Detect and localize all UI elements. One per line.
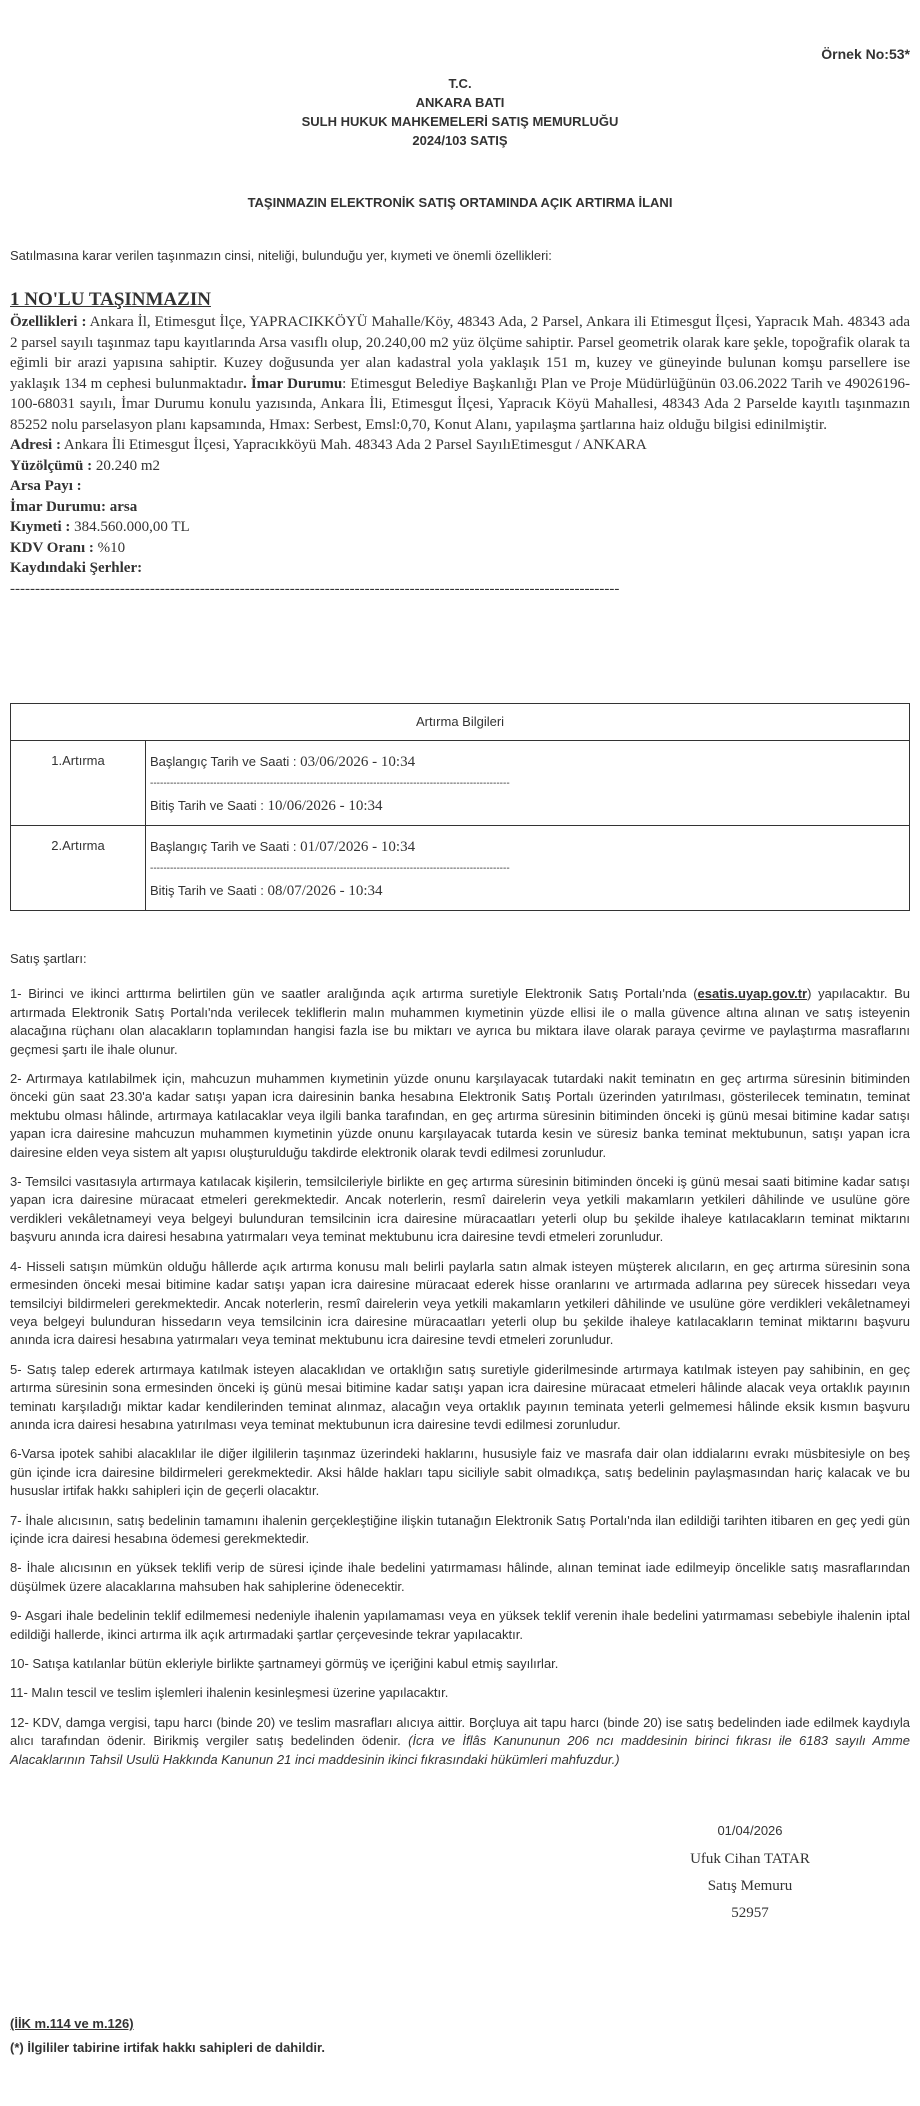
value-label: Kıymeti : bbox=[10, 519, 71, 535]
signature-number: 52957 bbox=[731, 1905, 769, 1921]
header-line-office: SULH HUKUK MAHKEMELERİ SATIŞ MEMURLUĞU bbox=[301, 114, 619, 129]
auction-row bbox=[11, 741, 910, 826]
property-vat bbox=[10, 538, 910, 559]
property-area bbox=[10, 456, 910, 477]
start-label: Başlangıç Tarih ve Saati : bbox=[150, 754, 297, 769]
start-value: 03/06/2026 - 10:34 bbox=[300, 754, 416, 770]
condition-6: 6-Varsa ipotek sahibi alacaklılar ile diğer ilgililerin taşınmaz üzerindeki haklarını, hususiyle faiz ve masrafa dair olan iddialarını evrakı müsbitesiyle on beş gün içinde icra dairesine bildirmeleri gerekmektedir. Aksi hâlde hakları tapu siciliyle sabit olmadıkça, satış bedelinin paylaşmasından hariç kalacak ve bu hususlar irtifak hakkı sahipleri için de geçerli olacaktır. bbox=[10, 1446, 910, 1499]
auction-separator: ------------------------------------------------------------------------------------------------------------ bbox=[150, 863, 510, 874]
document-header bbox=[10, 74, 910, 150]
property-annotations bbox=[10, 558, 910, 579]
header-line-office-city: ANKARA BATI bbox=[415, 95, 505, 110]
zoning-text: : Etimesgut Belediye Başkanlığı Plan ve Proje Müdürlüğünün 03.06.2022 Tarih ve 49026196- 100-68031 sayılı, İmar Durumu konulu yazısında, Ankara İli, Etimesgut İlçesi, Yapracık Köyü Mahallesi, 48343 Ada 2 Parselde kayıtlı taşınmazın 85252 nolu parselasyon planı kapsamında, Hmax: Serbest, Emsl:0,70, Konut Alanı, yapılaşma şartlarına haiz olduğu bilgisi edinilmiştir. bbox=[10, 375, 910, 433]
address-label: Adresi : bbox=[10, 437, 61, 453]
signature-title: Satış Memuru bbox=[707, 1878, 793, 1894]
start-label: Başlangıç Tarih ve Saati : bbox=[150, 839, 297, 854]
condition-12-legal-note: (İcra ve İflâs Kanununun 206 ncı maddesinin birinci fıkrası ile 6183 sayılı Amme Alacaklarının Tahsil Usulü Hakkında Kanunun 21 inci maddesinin ikinci fıkrasındaki hükümleri mahfuzdur.) bbox=[10, 1733, 910, 1767]
auction-round-dates bbox=[146, 741, 910, 826]
footer-reference: (İİK m.114 ve m.126) bbox=[10, 2016, 134, 2031]
condition-12 bbox=[10, 1714, 910, 1769]
condition-9: 9- Asgari ihale bedelinin teklif edilmemesi nedeniyle ihalenin yapılamaması veya en yüksek teklif verenin ihale bedelini yatırmaması sebebiyle ihalenin iptal edildiği hallerde, ikinci artırma ilk açık artırmadaki şartlar çerçevesinde tekrar yapılacaktır. bbox=[10, 1608, 910, 1642]
property-title: 1 NO'LU TAŞINMAZIN bbox=[10, 289, 211, 310]
auction-separator: ------------------------------------------------------------------------------------------------------------ bbox=[150, 778, 510, 789]
auction-table-header: Artırma Bilgileri bbox=[11, 704, 910, 741]
dash-divider: -------------------------------------------------------------------------------------------------------------------------- bbox=[10, 580, 620, 597]
property-features bbox=[10, 312, 910, 435]
auction-table bbox=[10, 703, 910, 911]
sale-conditions bbox=[10, 950, 910, 1780]
auction-start bbox=[150, 836, 905, 858]
vat-value: %10 bbox=[97, 539, 126, 556]
header-line-case-no: 2024/103 SATIŞ bbox=[412, 133, 508, 148]
area-value: 20.240 m2 bbox=[95, 457, 161, 474]
esatis-link[interactable]: esatis.uyap.gov.tr bbox=[697, 986, 808, 1002]
auction-round-label: 2.Artırma bbox=[11, 826, 146, 911]
auction-end bbox=[150, 880, 905, 902]
end-label: Bitiş Tarih ve Saati : bbox=[150, 883, 264, 898]
condition-7: 7- İhale alıcısının, satış bedelinin tamamını ihalenin gerçekleştiğine ilişkin tutanağın Elektronik Satış Portalı'nda ilan edildiği tarihten itibaren en geç yedi gün içinde icra dairesi hesabına ödemesi gerekmektedir. bbox=[10, 1512, 910, 1546]
vat-label: KDV Oranı : bbox=[10, 539, 94, 556]
condition-5: 5- Satış talep ederek artırmaya katılmak isteyen alacaklıdan ve ortaklığın satış suretiyle giderilmesinde artırmaya katılmak isteyen pay sahibinin, en geç artırma süresinin sona ermesinden önceki iş günü mesai bitimine kadar satışı yapan icra dairesine müracaat etmeleri hâlinde alacak veya ortaklık payının teminatı karşıladığı miktar kadar kendilerinden teminat alınmaz, alacağın veya ortaklık payının teminata yeterli gelmemesi hâlinde eksik kısmın başvuru anında icra dairesi hesabına yatırılması veya teminat mektubunun icra dairesine tevdi edilmesi zorunludur. bbox=[10, 1361, 910, 1432]
conditions-label: Satış şartları: bbox=[10, 951, 87, 966]
condition-1-text-a: 1- Birinci ve ikinci arttırma belirtilen gün ve saatler aralığında açık artırma suretiyle Elektronik Satış Portalı'nda ( bbox=[10, 986, 698, 1002]
announcement-title: TAŞINMAZIN ELEKTRONİK SATIŞ ORTAMINDA AÇIK ARTIRMA İLANI bbox=[247, 195, 673, 210]
end-value: 10/06/2026 - 10:34 bbox=[267, 798, 383, 814]
auction-round-dates bbox=[146, 826, 910, 911]
condition-1 bbox=[10, 985, 910, 1059]
start-value: 01/07/2026 - 10:34 bbox=[300, 839, 416, 855]
address-value: Ankara İli Etimesgut İlçesi, Yapracıkköyü Mah. 48343 Ada 2 Parsel SayılıEtimesgut / ANKARA bbox=[63, 437, 647, 453]
condition-11: 11- Malın tescil ve teslim işlemleri ihalenin kesinleşmesi üzerine yapılacaktır. bbox=[10, 1685, 449, 1701]
signature-name: Ufuk Cihan TATAR bbox=[690, 1851, 810, 1867]
property-address bbox=[10, 435, 910, 456]
condition-8: 8- İhale alıcısının en yüksek teklifi verip de süresi içinde ihale bedelini yatırmaması hâlinde, alınan teminat iade edilmeyip öncelikle satış masraflarından düşülmek üzere alacaklarına mahsuben hak sahiplerine ödenecektir. bbox=[10, 1560, 910, 1594]
property-zoning-status bbox=[10, 497, 910, 518]
condition-10: 10- Satışa katılanlar bütün ekleriyle birlikte şartnameyi görmüş ve içeriğini kabul etmiş sayılırlar. bbox=[10, 1656, 559, 1671]
land-share-label: Arsa Payı : bbox=[10, 478, 82, 494]
end-label: Bitiş Tarih ve Saati : bbox=[150, 798, 264, 813]
intro-text: Satılmasına karar verilen taşınmazın cinsi, niteliği, bulunduğu yer, kıymeti ve önemli özellikleri: bbox=[10, 248, 552, 263]
signature-date: 01/04/2026 bbox=[717, 1823, 783, 1838]
auction-end bbox=[150, 795, 905, 817]
header-line-tc: T.C. bbox=[448, 76, 472, 91]
value-amount: 384.560.000,00 TL bbox=[74, 519, 190, 535]
footer-note: (*) İlgililer tabirine irtifak hakkı sahipleri de dahildir. bbox=[10, 2040, 325, 2055]
property-land-share bbox=[10, 476, 910, 497]
condition-2: 2- Artırmaya katılabilmek için, mahcuzun muhammen kıymetinin yüzde onunu karşılayacak tutardaki nakit teminatın en geç artırma süresinin bitiminden önceki gün saat 23.30'a kadar satışı yapan icra dairesinin banka hesabına Elektronik Satış Portalı üzerinden yatırılması, gösterilecek teminatın, teminat mektubu olması hâlinde, artırmaya katılacaklar veya ilgili banka tarafından, en geç artırma süresinin bitiminden önceki iş günü mesai bitimine kadar satışı yapan icra dairesine mahcuzun muhammen kıymetinin yüzde onunu karşılayacak tutarda kesin ve süresiz banka teminat mektubunun, satışı yapan icra dairesine elden veya sistem alt yapısı oluşturulduğu takdirde elektronik olarak tevdi edilmesi zorunludur. bbox=[10, 1071, 910, 1160]
condition-4: 4- Hisseli satışın mümkün olduğu hâllerde açık artırma konusu malı belirli paylarla satın almak isteyen müşterek alıcıların, en geç artırma süresinin sona ermesinden önceki mesai bitimine kadar satışı yapan icra dairesine müracaat ederek hisse oranlarını ve artırmada adlarına pey sürecek hissedarı veya temsilciyi bildirmeleri gerekmektedir. Ancak noterlerin, resmî dairelerin veya yetkili makamların yetkileri dâhilinde ve usulüne göre verdikleri vekâletnameyi veya belgeyi bulunduran hissedarın veya temsilcinin icra dairesine müracaatları yeterli olup bu şekilde ihaleye katılacakların teminat miktarını başvuru anında icra dairesi hesabına yatırmaları veya teminat mektubunu icra dairesine tevdi etmeleri zorunludur. bbox=[10, 1258, 910, 1348]
sample-number: Örnek No:53* bbox=[821, 46, 910, 62]
property-section bbox=[10, 288, 910, 599]
property-value bbox=[10, 517, 910, 538]
condition-12-text: 12- KDV, damga vergisi, tapu harcı (binde 20) ve teslim masrafları alıcıya aittir. Borçluya ait tapu harcı (binde 20) ise satış bedelinden iade edilmek kaydıyla alıcı tarafından ödenir. Birikmiş vergiler satış bedelinden ödenir. bbox=[10, 1714, 910, 1749]
auction-round-label: 1.Artırma bbox=[11, 741, 146, 826]
condition-3: 3- Temsilci vasıtasıyla artırmaya katılacak kişilerin, temsilcileriyle birlikte en geç artırma süresinin bitiminden önceki iş günü mesai saati bitimine kadar satışı yapan icra dairesine müracaat etmeleri gerekmektedir. Ancak noterlerin, resmî dairelerin veya yetkili makamların yetkileri dâhilinde ve usulüne göre verdikleri vekâletnameyi veya belgeyi bulunduran temsilcinin icra dairesine müracaatları yeterli olup bu şekilde ihaleye katılacakların teminat miktarını başvuru anında icra dairesi hesabına yatırmaları veya teminat mektubunu icra dairesine tevdi etmeleri zorunludur. bbox=[10, 1174, 910, 1245]
annotations-label: Kaydındaki Şerhler: bbox=[10, 560, 143, 576]
auction-start bbox=[150, 751, 905, 773]
zoning-label: . İmar Durumu bbox=[243, 375, 343, 392]
zoning-status-label: İmar Durumu: arsa bbox=[10, 498, 138, 515]
auction-row bbox=[11, 826, 910, 911]
features-text: Ankara İl, Etimesgut İlçe, YAPRACIKKÖYÜ Mahalle/Köy, 48343 Ada, 2 Parsel, Ankara ili Etimesgut İlçesi, Yapracık Mah. 48343 ada 2 parsel sayılı taşınmaz tapu kayıtlarında Arsa vasıflı olup, 20.240,00 m2 yüz ölçüme sahiptir. Parsel geometrik olarak kare şekle, topoğrafik olarak ta eğimli bir arazi yapısına sahiptir. Kuzey doğusunda yer alan kadastral yola yaklaşık 151 m, kuzey ve güneyinde bulunan komşu parsellere ise yaklaşık 134 m cephesi bulunmaktadır bbox=[10, 314, 910, 392]
condition-1-text-b: ) yapılacaktır. Bu artırmada Elektronik Satış Portalı'nda verilecek tekliflerin malın muhammen kıymetinin yüzde ellisi ile o malla güvence altına alınan ve satış isteyenin alacağına rüçhanı olan alacakların toplamından hangisi fazla ise bu miktarı ve ayrıca bu miktara ilave olarak paraya çevirme ve paylaştırma masraflarını geçmesi şartı ile ihale olunur. bbox=[10, 986, 910, 1057]
features-label: Özellikleri : bbox=[10, 314, 87, 330]
end-value: 08/07/2026 - 10:34 bbox=[267, 883, 383, 899]
area-label: Yüzölçümü : bbox=[10, 457, 93, 474]
